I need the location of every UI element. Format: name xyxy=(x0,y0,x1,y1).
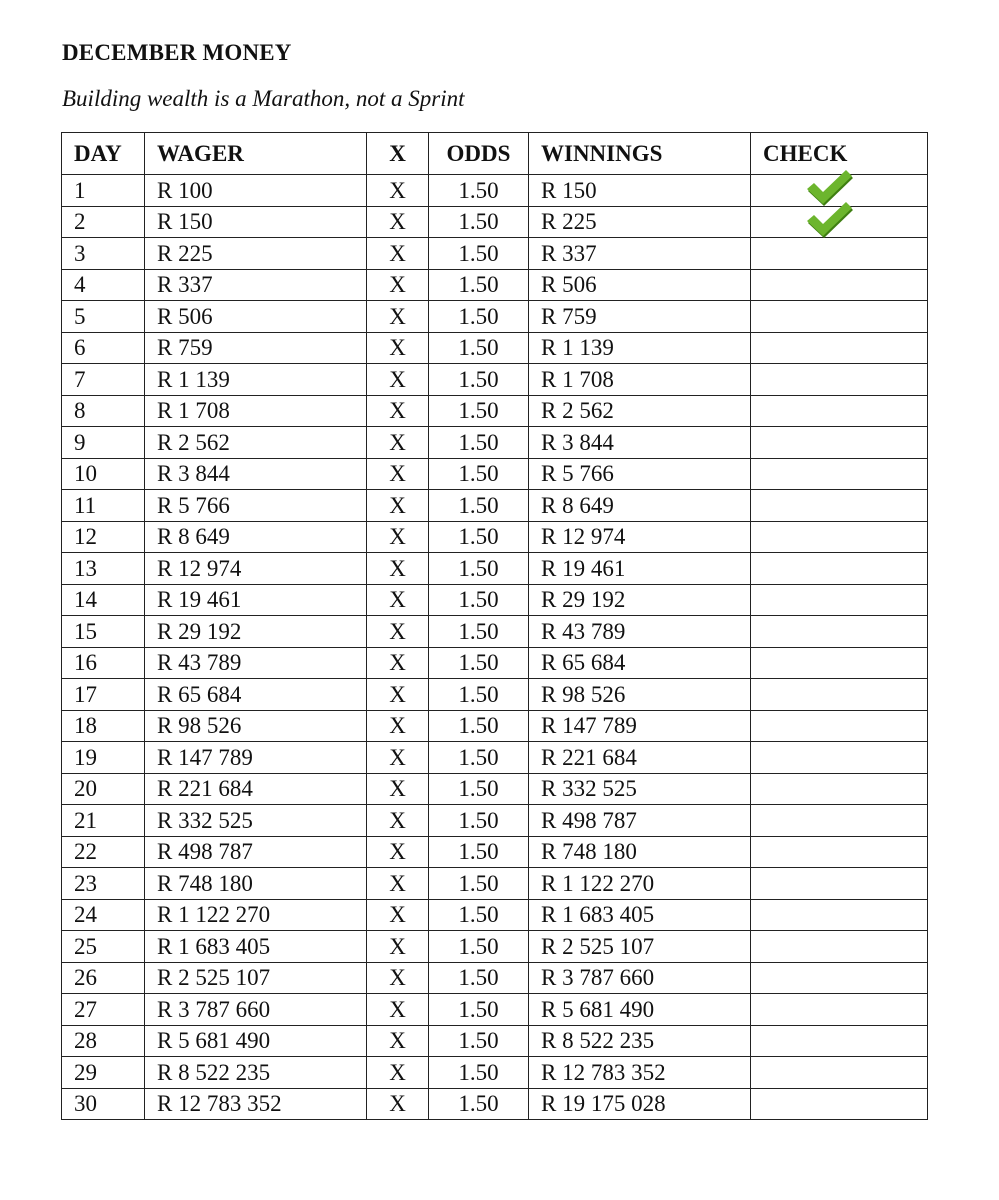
table-row xyxy=(62,836,928,868)
cell-odds: 1.50 xyxy=(429,206,529,238)
cell-winnings: R 225 xyxy=(529,206,751,238)
cell-x: X xyxy=(367,238,429,270)
table-row xyxy=(62,868,928,900)
cell-winnings: R 1 708 xyxy=(529,364,751,396)
cell-odds: 1.50 xyxy=(429,805,529,837)
table-row xyxy=(62,931,928,963)
cell-check[interactable] xyxy=(751,773,928,805)
table-row xyxy=(62,395,928,427)
cell-x: X xyxy=(367,206,429,238)
cell-winnings: R 8 649 xyxy=(529,490,751,522)
cell-day: 26 xyxy=(62,962,145,994)
cell-wager: R 29 192 xyxy=(145,616,367,648)
cell-odds: 1.50 xyxy=(429,931,529,963)
header-check: CHECK xyxy=(751,133,928,175)
cell-x: X xyxy=(367,1088,429,1120)
cell-odds: 1.50 xyxy=(429,710,529,742)
document-subtitle: Building wealth is a Marathon, not a Sprint xyxy=(62,86,465,111)
cell-day: 27 xyxy=(62,994,145,1026)
cell-wager: R 65 684 xyxy=(145,679,367,711)
cell-winnings: R 3 787 660 xyxy=(529,962,751,994)
cell-odds: 1.50 xyxy=(429,458,529,490)
cell-day: 29 xyxy=(62,1057,145,1089)
cell-x: X xyxy=(367,490,429,522)
cell-winnings: R 1 122 270 xyxy=(529,868,751,900)
cell-x: X xyxy=(367,616,429,648)
cell-wager: R 19 461 xyxy=(145,584,367,616)
cell-odds: 1.50 xyxy=(429,868,529,900)
cell-wager: R 100 xyxy=(145,175,367,207)
cell-winnings: R 65 684 xyxy=(529,647,751,679)
checkmark-icon xyxy=(805,201,855,241)
cell-winnings: R 12 783 352 xyxy=(529,1057,751,1089)
header-wager: WAGER xyxy=(145,133,367,175)
cell-odds: 1.50 xyxy=(429,962,529,994)
cell-odds: 1.50 xyxy=(429,773,529,805)
cell-wager: R 506 xyxy=(145,301,367,333)
cell-day: 15 xyxy=(62,616,145,648)
cell-winnings: R 8 522 235 xyxy=(529,1025,751,1057)
cell-winnings: R 5 681 490 xyxy=(529,994,751,1026)
cell-check[interactable] xyxy=(751,521,928,553)
cell-day: 9 xyxy=(62,427,145,459)
cell-winnings: R 3 844 xyxy=(529,427,751,459)
cell-odds: 1.50 xyxy=(429,521,529,553)
header-odds: ODDS xyxy=(429,133,529,175)
cell-check[interactable] xyxy=(751,584,928,616)
cell-day: 16 xyxy=(62,647,145,679)
cell-winnings: R 2 562 xyxy=(529,395,751,427)
cell-check[interactable] xyxy=(751,836,928,868)
cell-check[interactable] xyxy=(751,1088,928,1120)
cell-check[interactable] xyxy=(751,868,928,900)
cell-odds: 1.50 xyxy=(429,395,529,427)
table-row xyxy=(62,710,928,742)
cell-check[interactable] xyxy=(751,647,928,679)
cell-winnings: R 98 526 xyxy=(529,679,751,711)
cell-odds: 1.50 xyxy=(429,899,529,931)
cell-x: X xyxy=(367,710,429,742)
cell-check[interactable] xyxy=(751,962,928,994)
cell-winnings: R 748 180 xyxy=(529,836,751,868)
cell-x: X xyxy=(367,301,429,333)
cell-day: 21 xyxy=(62,805,145,837)
cell-winnings: R 150 xyxy=(529,175,751,207)
cell-check[interactable] xyxy=(751,994,928,1026)
cell-x: X xyxy=(367,647,429,679)
table-row xyxy=(62,458,928,490)
cell-x: X xyxy=(367,584,429,616)
table-row xyxy=(62,1057,928,1089)
cell-wager: R 1 683 405 xyxy=(145,931,367,963)
cell-day: 17 xyxy=(62,679,145,711)
cell-day: 2 xyxy=(62,206,145,238)
cell-odds: 1.50 xyxy=(429,332,529,364)
cell-check[interactable] xyxy=(751,427,928,459)
cell-x: X xyxy=(367,332,429,364)
cell-winnings: R 1 683 405 xyxy=(529,899,751,931)
table-row xyxy=(62,899,928,931)
cell-x: X xyxy=(367,458,429,490)
cell-check[interactable] xyxy=(751,301,928,333)
cell-x: X xyxy=(367,679,429,711)
cell-check[interactable] xyxy=(751,332,928,364)
cell-check[interactable] xyxy=(751,710,928,742)
cell-day: 13 xyxy=(62,553,145,585)
cell-winnings: R 1 139 xyxy=(529,332,751,364)
table-row xyxy=(62,773,928,805)
cell-x: X xyxy=(367,364,429,396)
cell-check[interactable] xyxy=(751,553,928,585)
cell-wager: R 3 787 660 xyxy=(145,994,367,1026)
table-row xyxy=(62,742,928,774)
cell-day: 22 xyxy=(62,836,145,868)
cell-check[interactable] xyxy=(751,364,928,396)
table-row xyxy=(62,553,928,585)
cell-odds: 1.50 xyxy=(429,1057,529,1089)
table-row xyxy=(62,238,928,270)
cell-check[interactable] xyxy=(751,616,928,648)
cell-wager: R 147 789 xyxy=(145,742,367,774)
cell-x: X xyxy=(367,269,429,301)
cell-wager: R 12 783 352 xyxy=(145,1088,367,1120)
cell-x: X xyxy=(367,553,429,585)
header-day: DAY xyxy=(62,133,145,175)
cell-check[interactable] xyxy=(751,1025,928,1057)
cell-odds: 1.50 xyxy=(429,364,529,396)
cell-odds: 1.50 xyxy=(429,584,529,616)
cell-wager: R 5 681 490 xyxy=(145,1025,367,1057)
cell-wager: R 43 789 xyxy=(145,647,367,679)
cell-winnings: R 147 789 xyxy=(529,710,751,742)
cell-wager: R 498 787 xyxy=(145,836,367,868)
cell-odds: 1.50 xyxy=(429,553,529,585)
table-row xyxy=(62,994,928,1026)
cell-check[interactable] xyxy=(751,679,928,711)
cell-x: X xyxy=(367,805,429,837)
table-row xyxy=(62,805,928,837)
cell-odds: 1.50 xyxy=(429,238,529,270)
cell-wager: R 748 180 xyxy=(145,868,367,900)
cell-winnings: R 5 766 xyxy=(529,458,751,490)
cell-day: 24 xyxy=(62,899,145,931)
cell-day: 8 xyxy=(62,395,145,427)
table-row xyxy=(62,364,928,396)
table-row xyxy=(62,269,928,301)
cell-odds: 1.50 xyxy=(429,647,529,679)
cell-wager: R 150 xyxy=(145,206,367,238)
cell-wager: R 98 526 xyxy=(145,710,367,742)
cell-odds: 1.50 xyxy=(429,301,529,333)
cell-winnings: R 19 175 028 xyxy=(529,1088,751,1120)
cell-check[interactable] xyxy=(751,490,928,522)
wager-table xyxy=(61,132,928,1120)
table-row xyxy=(62,521,928,553)
cell-wager: R 8 522 235 xyxy=(145,1057,367,1089)
cell-x: X xyxy=(367,899,429,931)
cell-wager: R 2 562 xyxy=(145,427,367,459)
header-row xyxy=(62,133,928,175)
cell-odds: 1.50 xyxy=(429,175,529,207)
cell-check[interactable] xyxy=(751,931,928,963)
cell-winnings: R 29 192 xyxy=(529,584,751,616)
table-row xyxy=(62,427,928,459)
cell-winnings: R 498 787 xyxy=(529,805,751,837)
cell-x: X xyxy=(367,773,429,805)
cell-x: X xyxy=(367,994,429,1026)
table-row xyxy=(62,647,928,679)
cell-day: 5 xyxy=(62,301,145,333)
cell-day: 30 xyxy=(62,1088,145,1120)
cell-day: 12 xyxy=(62,521,145,553)
cell-x: X xyxy=(367,427,429,459)
cell-wager: R 1 139 xyxy=(145,364,367,396)
cell-x: X xyxy=(367,868,429,900)
cell-wager: R 1 708 xyxy=(145,395,367,427)
cell-winnings: R 506 xyxy=(529,269,751,301)
cell-day: 4 xyxy=(62,269,145,301)
cell-winnings: R 337 xyxy=(529,238,751,270)
header-x: X xyxy=(367,133,429,175)
cell-winnings: R 19 461 xyxy=(529,553,751,585)
cell-odds: 1.50 xyxy=(429,1025,529,1057)
cell-winnings: R 2 525 107 xyxy=(529,931,751,963)
cell-x: X xyxy=(367,1057,429,1089)
cell-wager: R 332 525 xyxy=(145,805,367,837)
table-row xyxy=(62,679,928,711)
cell-winnings: R 12 974 xyxy=(529,521,751,553)
cell-odds: 1.50 xyxy=(429,269,529,301)
cell-x: X xyxy=(367,931,429,963)
cell-wager: R 8 649 xyxy=(145,521,367,553)
cell-day: 28 xyxy=(62,1025,145,1057)
cell-check[interactable] xyxy=(751,899,928,931)
cell-check[interactable] xyxy=(751,206,928,238)
cell-wager: R 759 xyxy=(145,332,367,364)
cell-day: 6 xyxy=(62,332,145,364)
cell-wager: R 337 xyxy=(145,269,367,301)
cell-winnings: R 221 684 xyxy=(529,742,751,774)
cell-check[interactable] xyxy=(751,1057,928,1089)
table-header xyxy=(62,133,928,175)
cell-check[interactable] xyxy=(751,395,928,427)
cell-check[interactable] xyxy=(751,269,928,301)
table-row xyxy=(62,962,928,994)
cell-odds: 1.50 xyxy=(429,1088,529,1120)
cell-x: X xyxy=(367,1025,429,1057)
cell-day: 19 xyxy=(62,742,145,774)
cell-check[interactable] xyxy=(751,742,928,774)
cell-winnings: R 759 xyxy=(529,301,751,333)
cell-x: X xyxy=(367,395,429,427)
cell-day: 25 xyxy=(62,931,145,963)
table-row xyxy=(62,490,928,522)
cell-odds: 1.50 xyxy=(429,836,529,868)
cell-check[interactable] xyxy=(751,458,928,490)
table-row xyxy=(62,206,928,238)
cell-odds: 1.50 xyxy=(429,742,529,774)
header-winnings: WINNINGS xyxy=(529,133,751,175)
cell-x: X xyxy=(367,962,429,994)
table-row xyxy=(62,301,928,333)
cell-wager: R 2 525 107 xyxy=(145,962,367,994)
cell-wager: R 221 684 xyxy=(145,773,367,805)
cell-day: 11 xyxy=(62,490,145,522)
cell-x: X xyxy=(367,175,429,207)
cell-wager: R 3 844 xyxy=(145,458,367,490)
cell-x: X xyxy=(367,742,429,774)
cell-check[interactable] xyxy=(751,238,928,270)
cell-wager: R 5 766 xyxy=(145,490,367,522)
table-row xyxy=(62,1025,928,1057)
table-body xyxy=(62,175,928,1120)
cell-winnings: R 332 525 xyxy=(529,773,751,805)
cell-wager: R 225 xyxy=(145,238,367,270)
cell-day: 3 xyxy=(62,238,145,270)
cell-odds: 1.50 xyxy=(429,490,529,522)
table-row xyxy=(62,332,928,364)
cell-check[interactable] xyxy=(751,805,928,837)
cell-x: X xyxy=(367,836,429,868)
cell-odds: 1.50 xyxy=(429,994,529,1026)
cell-odds: 1.50 xyxy=(429,679,529,711)
table-row xyxy=(62,1088,928,1120)
cell-wager: R 12 974 xyxy=(145,553,367,585)
cell-day: 14 xyxy=(62,584,145,616)
cell-day: 23 xyxy=(62,868,145,900)
document-title: DECEMBER MONEY xyxy=(62,40,292,65)
cell-day: 18 xyxy=(62,710,145,742)
cell-day: 1 xyxy=(62,175,145,207)
table-row xyxy=(62,616,928,648)
cell-odds: 1.50 xyxy=(429,616,529,648)
cell-day: 10 xyxy=(62,458,145,490)
cell-x: X xyxy=(367,521,429,553)
cell-day: 20 xyxy=(62,773,145,805)
cell-winnings: R 43 789 xyxy=(529,616,751,648)
cell-odds: 1.50 xyxy=(429,427,529,459)
cell-day: 7 xyxy=(62,364,145,396)
table-row xyxy=(62,175,928,207)
cell-wager: R 1 122 270 xyxy=(145,899,367,931)
table-row xyxy=(62,584,928,616)
